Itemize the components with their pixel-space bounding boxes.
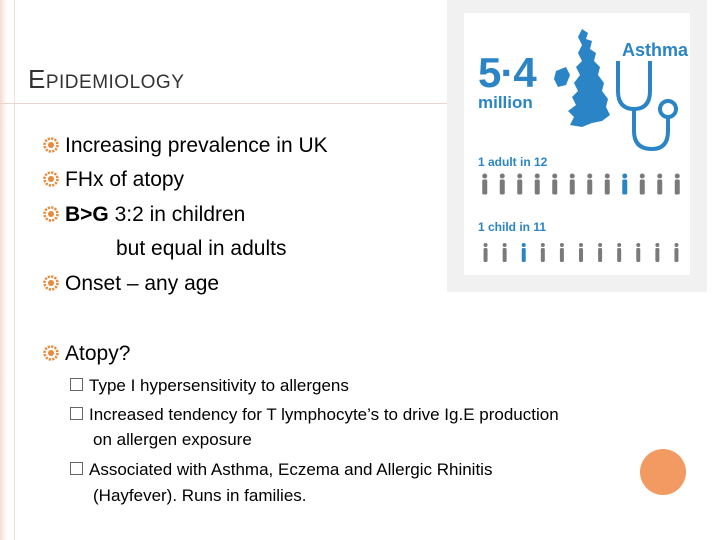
person-figure: [675, 174, 680, 195]
checkbox-bullet-icon: [70, 407, 83, 420]
person-figure: [482, 174, 487, 195]
sub-bullet-text: Type I hypersensitivity to allergens: [89, 376, 349, 395]
bullet-onset: [65, 272, 219, 296]
person-figure: [617, 243, 621, 262]
stat-adults: 1 adult in 12: [478, 155, 548, 169]
sub-bullet-text: (Hayfever). Runs in families.: [93, 486, 307, 505]
bullet-bold-text: B>G: [65, 203, 109, 226]
slide-edge-line: [14, 0, 15, 540]
person-figure: [674, 243, 678, 262]
sub-bullet-text: Increased tendency for T lymphocyte’s to drive Ig.E production: [89, 405, 559, 424]
slide-title: [28, 64, 184, 95]
person-figure: [560, 243, 564, 262]
infographic-number: 5·4: [478, 49, 536, 96]
sub-bullet-type1: [70, 376, 349, 396]
sub-bullet-tendency-cont: [93, 430, 252, 450]
uk-map-icon: [552, 27, 612, 135]
person-figure: [570, 174, 575, 195]
bullet-text: Atopy?: [65, 342, 131, 365]
person-figure: [552, 174, 557, 195]
decorative-orange-circle: [640, 449, 686, 495]
person-figure: [655, 243, 659, 262]
infographic-unit: million: [478, 93, 533, 112]
infographic-card: [464, 13, 690, 275]
checkbox-bullet-icon: [70, 462, 83, 475]
sub-bullet-text: Associated with Asthma, Eczema and Allergic Rhinitis: [89, 460, 493, 479]
sub-bullet-associated: [70, 460, 492, 480]
person-figure: [517, 174, 522, 195]
asthma-infographic: [447, 0, 707, 292]
child-figures-icon: [476, 241, 686, 263]
gear-bullet-icon: [43, 137, 59, 153]
gear-bullet-icon: [43, 345, 59, 361]
person-figure: [605, 174, 610, 195]
person-figure: [541, 243, 545, 262]
stat-children: 1 child in 11: [478, 220, 547, 234]
bullet-text: Onset – any age: [65, 272, 220, 295]
person-figure: [622, 174, 627, 195]
bullet-ratio: [65, 203, 245, 227]
gear-bullet-icon: [43, 206, 59, 222]
bullet-fhx: [65, 168, 184, 192]
bullet-prevalence: [65, 134, 328, 158]
gear-bullet-icon: [43, 275, 59, 291]
bullet-text: 3:2 in children: [108, 203, 246, 226]
person-figure: [587, 174, 592, 195]
sub-bullet-tendency: [70, 405, 559, 425]
bullet-atopy: [65, 342, 130, 366]
person-figure: [500, 174, 505, 195]
person-figure: [535, 174, 540, 195]
slide-edge-decoration: [0, 0, 7, 540]
person-figure: [503, 243, 507, 262]
bullet-continuation: [116, 237, 286, 261]
bullet-text: but equal in adults: [116, 237, 287, 260]
person-figure: [636, 243, 640, 262]
title-rest: PIDEMIOLOGY: [45, 72, 185, 93]
bullet-text: FHx of atopy: [65, 168, 185, 191]
person-figure: [640, 174, 645, 195]
adult-figures-icon: [476, 173, 686, 195]
sub-bullet-text: on allergen exposure: [93, 430, 252, 449]
person-figure: [598, 243, 602, 262]
person-figure: [657, 174, 662, 195]
stethoscope-icon: [604, 57, 686, 157]
person-figure: [484, 243, 488, 262]
title-initial: E: [28, 64, 46, 94]
infographic-condition: Asthma: [622, 40, 689, 60]
sub-bullet-associated-cont: [93, 486, 307, 506]
checkbox-bullet-icon: [70, 378, 83, 391]
gear-bullet-icon: [43, 171, 59, 187]
bullet-text: Increasing prevalence in UK: [65, 134, 328, 157]
person-figure: [579, 243, 583, 262]
person-figure: [522, 243, 526, 262]
